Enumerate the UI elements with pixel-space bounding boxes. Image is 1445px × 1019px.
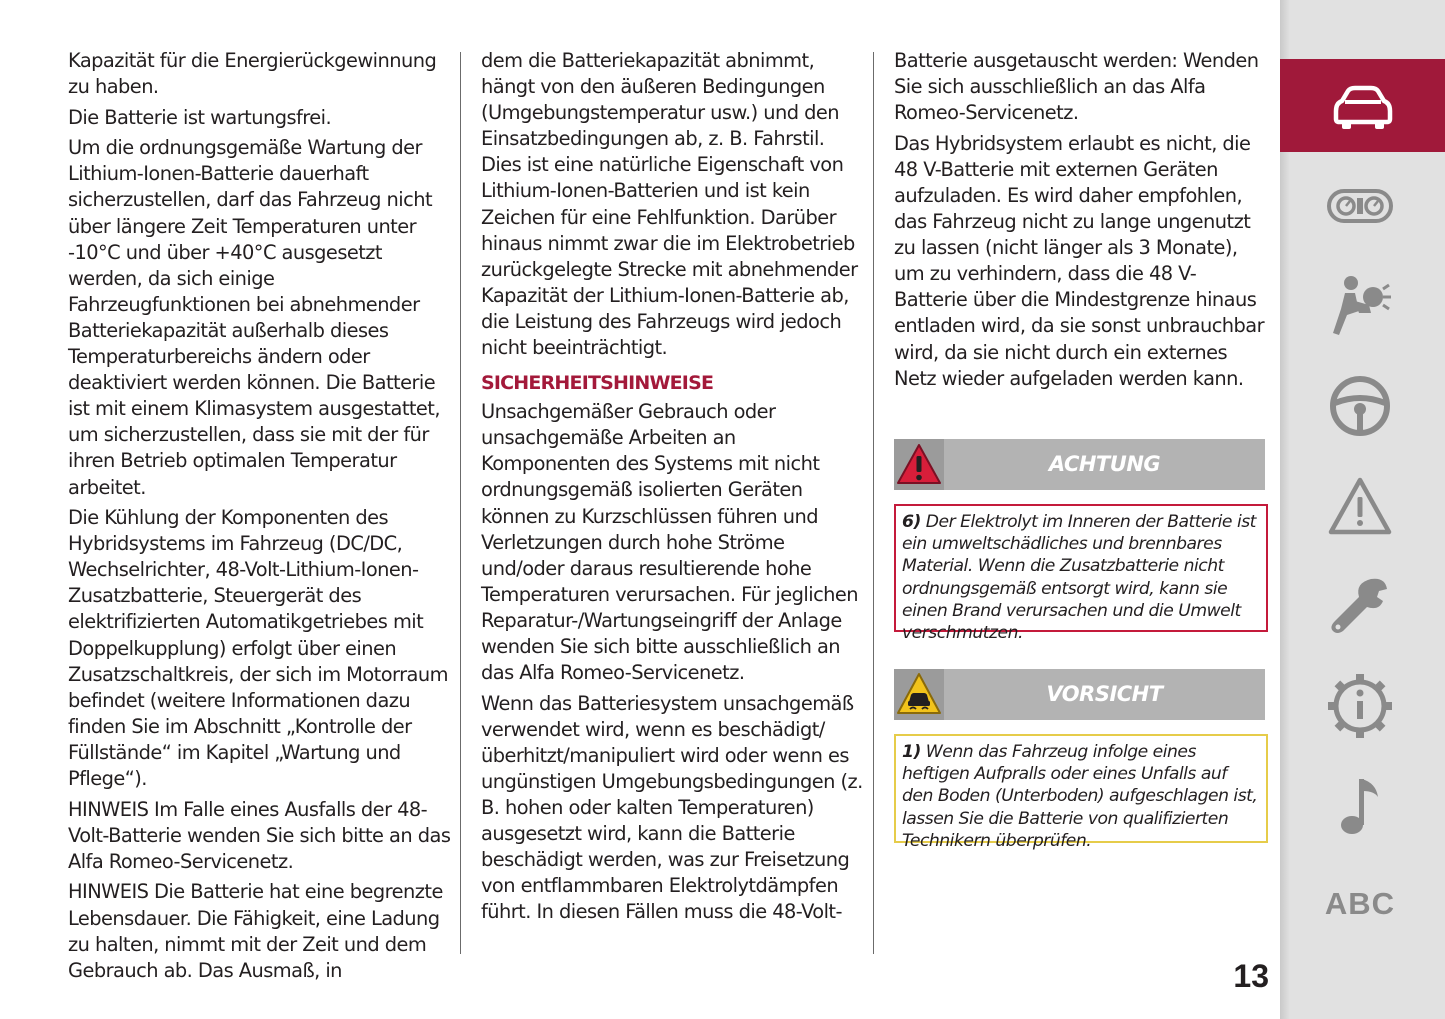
paragraph: Die Kühlung der Komponenten des Hybridsystems im Fahrzeug (DC/DC, Wechselrichter, 48-Volt-Lithium-Ionen-Zusatzbatterie, Steuergerät des elektrifizierten Automatikgetriebes mit Doppelkupplung) erfolgt über einen Zusatzschaltkreis, der sich im Motorraum befindet (weitere Informationen dazu finden Sie im Abschnitt „Kontrolle der Füllstände“ im Kapitel „Wartung und Pflege“).: [68, 506, 448, 791]
paragraph: Kapazität für die Energierückgewinnung zu haben.: [68, 49, 437, 99]
paragraph: Wenn das Batteriesystem unsachgemäß verwendet wird, wenn es beschädigt/überhitzt/manipuliert wird oder wenn es ungünstigen Umgebungsbedingungen (z. B. hohen oder kalten Temperaturen) ausgesetzt wird, kann die Batterie beschädigt werden, was zur Freisetzung von entflammbaren Elektrolytdämpfen führt. In diesen Fällen muss die 48-Volt-: [481, 691, 863, 924]
column-divider: [460, 52, 461, 954]
info-gear-icon[interactable]: [1290, 666, 1430, 746]
sidebar-shadow: [1280, 0, 1290, 1019]
steering-wheel-icon[interactable]: [1290, 366, 1430, 446]
car-icon[interactable]: [1280, 59, 1445, 152]
wrench-icon[interactable]: [1290, 566, 1430, 646]
paragraph: Batterie ausgetauscht werden: Wenden Sie sich ausschließlich an das Alfa Romeo-Servicenetz.: [894, 49, 1259, 125]
caution-box: [894, 734, 1268, 851]
paragraph: HINWEIS Im Falle eines Ausfalls der 48-Volt-Batterie wenden Sie sich bitte an das Alfa Romeo-Servicenetz.: [68, 797, 451, 873]
skidding-car-icon: [894, 669, 944, 720]
warning-header: [894, 439, 1265, 490]
warning-number: 6): [902, 512, 921, 532]
text-column-3: [894, 48, 1266, 396]
abc-index-icon[interactable]: [1290, 864, 1430, 944]
caution-title: VORSICHT: [1046, 682, 1163, 706]
warning-triangle-icon: [894, 439, 944, 490]
paragraph: Die Batterie ist wartungsfrei.: [68, 105, 332, 129]
airbag-seat-icon[interactable]: [1290, 266, 1430, 346]
paragraph: Unsachgemäßer Gebrauch oder unsachgemäße Arbeiten an Komponenten des Systems mit nicht ordnungsgemäß isolierten Geräten können zu Kurzschlüssen führen und Verletzungen durch hohe Ströme und/oder daraus resultierende hohe Temperaturen verursachen. Für jeglichen Reparatur-/Wartungseingriff der Anlage wenden Sie sich bitte ausschließlich an das Alfa Romeo-Servicenetz.: [481, 400, 859, 685]
paragraph: Um die ordnungsgemäße Wartung der Lithium-Ionen-Batterie dauerhaft sicherzustellen, darf das Fahrzeug nicht über längere Zeit Temperaturen unter -10°C und über +40°C ausgesetzt werden, da sich einige Fahrzeugfunktionen bei abnehmender Batteriekapazität außerhalb dieses Temperaturbereichs ändern oder deaktiviert werden können. Die Batterie ist mit einem Klimasystem ausgestattet, um sicherzustellen, dass sie mit der für ihren Betrieb optimalen Temperatur arbeitet.: [68, 136, 440, 499]
page-number: 13: [1233, 958, 1269, 994]
warning-title: ACHTUNG: [1048, 452, 1161, 476]
column-divider: [873, 52, 874, 954]
caution-number: 1): [902, 742, 921, 762]
paragraph: dem die Batteriekapazität abnimmt, hängt von den äußeren Bedingungen (Umgebungstemperatur usw.) und den Einsatzbedingungen ab, z. B. Fahrstil. Dies ist eine natürliche Eigenschaft von Lithium-Ionen-Batterien und ist kein Zeichen für eine Fehlfunktion. Darüber hinaus nimmt zwar die im Elektrobetrieb zurückgelegte Strecke mit abnehmender Kapazität der Lithium-Ionen-Batterie ab, die Leistung des Fahrzeugs wird jedoch nicht beeinträchtigt.: [481, 49, 858, 360]
caution-text: Wenn das Fahrzeug infolge eines heftigen Aufpralls oder eines Unfalls auf den Boden (Unterboden) aufgeschlagen ist, lassen Sie die Batterie von qualifizierten Technikern überprüfen.: [902, 742, 1258, 851]
section-heading: SICHERHEITSHINWEISE: [481, 372, 714, 395]
text-column-2: [481, 48, 863, 930]
paragraph: Das Hybridsystem erlaubt es nicht, die 48 V-Batterie mit externen Geräten aufzuladen. Es wird daher empfohlen, das Fahrzeug nicht zu lange ungenutzt zu lassen (nicht länger als 3 Monate), um zu verhindern, dass die 48 V-Batterie über die Mindestgrenze hinaus entladen wird, da sie sonst unbrauchbar wird, da sie nicht durch ein externes Netz wieder aufgeladen werden kann.: [894, 131, 1265, 390]
caution-header: [894, 669, 1265, 720]
warning-box: [894, 504, 1268, 644]
warning-triangle-icon[interactable]: [1290, 466, 1430, 546]
dashboard-gauges-icon[interactable]: [1290, 166, 1430, 246]
warning-text: Der Elektrolyt im Inneren der Batterie ist ein umweltschädliches und brennbares Material. Wenn die Zusatzbatterie nicht ordnungsgemäß entsorgt wird, kann sie einen Brand verursachen und die Umwelt verschmutzen.: [902, 512, 1256, 644]
paragraph: HINWEIS Die Batterie hat eine begrenzte Lebensdauer. Die Fähigkeit, eine Ladung zu halten, nimmt mit der Zeit und dem Gebrauch ab. Das Ausmaß, in: [68, 880, 443, 982]
text-column-1: [68, 48, 452, 988]
abc-label: ABC: [1324, 886, 1396, 921]
music-note-icon[interactable]: [1290, 766, 1430, 846]
